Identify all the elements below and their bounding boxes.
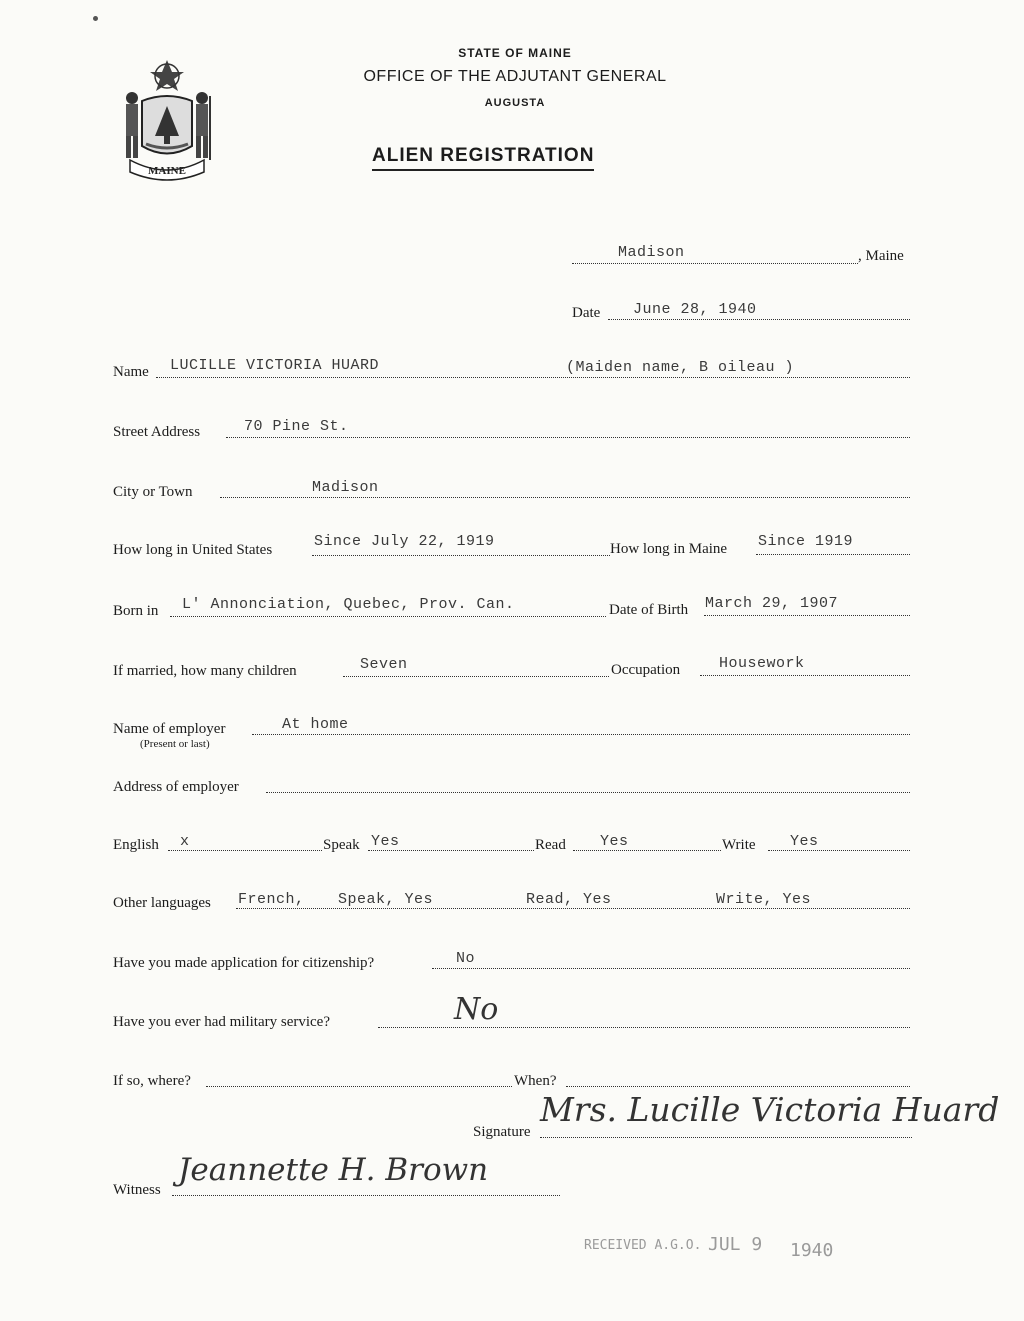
other-languages-label: Other languages [113,895,211,911]
born-label: Born in [113,603,159,619]
english-read-value: Yes [600,833,629,850]
english-line [168,850,322,851]
street-label: Street Address [113,424,201,440]
other-language-read: Read, Yes [526,891,612,908]
employer-line [252,734,910,735]
svg-text:MAINE: MAINE [148,165,186,177]
children-line [343,676,609,677]
maine-duration-value: Since 1919 [758,533,854,550]
when-label: When? [514,1073,557,1089]
street-value: 70 Pine St. [244,418,349,435]
us-duration-value: Since July 22, 1919 [314,533,495,550]
received-stamp-year: 1940 [790,1240,834,1261]
english-write-line [768,850,910,851]
witness-label: Witness [113,1182,161,1198]
form-title: ALIEN REGISTRATION [372,145,594,171]
military-line [378,1027,910,1028]
us-duration-line [312,555,610,556]
name-value: LUCILLE VICTORIA HUARD [170,357,380,374]
street-line [226,437,910,438]
english-speak-line [368,850,534,851]
employer-address-label: Address of employer [113,779,239,795]
city-line [220,497,910,498]
maiden-name-value: (Maiden name, B oileau ) [566,359,795,376]
received-stamp-text: RECEIVED A.G.O. [584,1238,702,1253]
city-label: City or Town [113,484,193,500]
dob-line [704,615,910,616]
other-languages-line [236,908,910,909]
received-stamp-date: JUL 9 [708,1234,763,1255]
where-line [206,1086,512,1087]
english-write-label: Write [722,837,756,853]
employer-value: At home [282,716,349,733]
dob-label: Date of Birth [609,602,689,618]
signature-label: Signature [473,1124,531,1140]
employer-sublabel: (Present or last) [140,738,210,750]
citizenship-label: Have you made application for citizenship? [113,955,375,971]
date-value: June 28, 1940 [633,301,757,318]
witness-line [172,1195,560,1196]
employer-label: Name of employer [113,721,226,737]
office-heading: OFFICE OF THE ADJUTANT GENERAL [363,68,667,85]
witness-value: Jeannette H. Brown [178,1152,489,1188]
maine-duration-line [756,554,910,555]
english-read-label: Read [535,837,566,853]
born-line [170,616,606,617]
military-label: Have you ever had military service? [113,1014,330,1030]
maine-state-seal-icon [112,56,222,186]
when-line [566,1086,910,1087]
occupation-line [700,675,910,676]
english-speak-label: Speak [323,837,360,853]
english-value: x [180,833,190,850]
place-suffix: , Maine [858,248,904,264]
occupation-value: Housework [719,655,805,672]
occupation-label: Occupation [611,662,681,678]
citizenship-line [432,968,910,969]
date-line [608,319,910,320]
children-value: Seven [360,656,408,673]
name-line [156,377,910,378]
state-heading: STATE OF MAINE [458,46,572,60]
english-label: English [113,837,159,853]
name-label: Name [113,364,149,380]
english-speak-value: Yes [371,833,400,850]
born-value: L' Annonciation, Quebec, Prov. Can. [182,596,515,613]
city-heading: AUGUSTA [484,97,546,109]
city-value: Madison [312,479,379,496]
other-language-speak: Speak, Yes [338,891,434,908]
us-duration-label: How long in United States [113,542,273,558]
other-language-write: Write, Yes [716,891,812,908]
date-label: Date [572,305,601,321]
signature-line [540,1137,912,1138]
dob-value: March 29, 1907 [705,595,839,612]
signature-value: Mrs. Lucille Victoria Huard [540,1090,1000,1129]
maine-duration-label: How long in Maine [610,541,728,557]
english-read-line [573,850,721,851]
ink-speck [93,16,98,21]
children-label: If married, how many children [113,663,297,679]
military-value: No [454,992,499,1027]
citizenship-value: No [456,950,476,967]
english-write-value: Yes [790,833,819,850]
employer-address-line [266,792,910,793]
where-label: If so, where? [113,1073,191,1089]
place-line [572,263,858,264]
other-language-value: French, [238,891,305,908]
place-value: Madison [618,244,685,261]
